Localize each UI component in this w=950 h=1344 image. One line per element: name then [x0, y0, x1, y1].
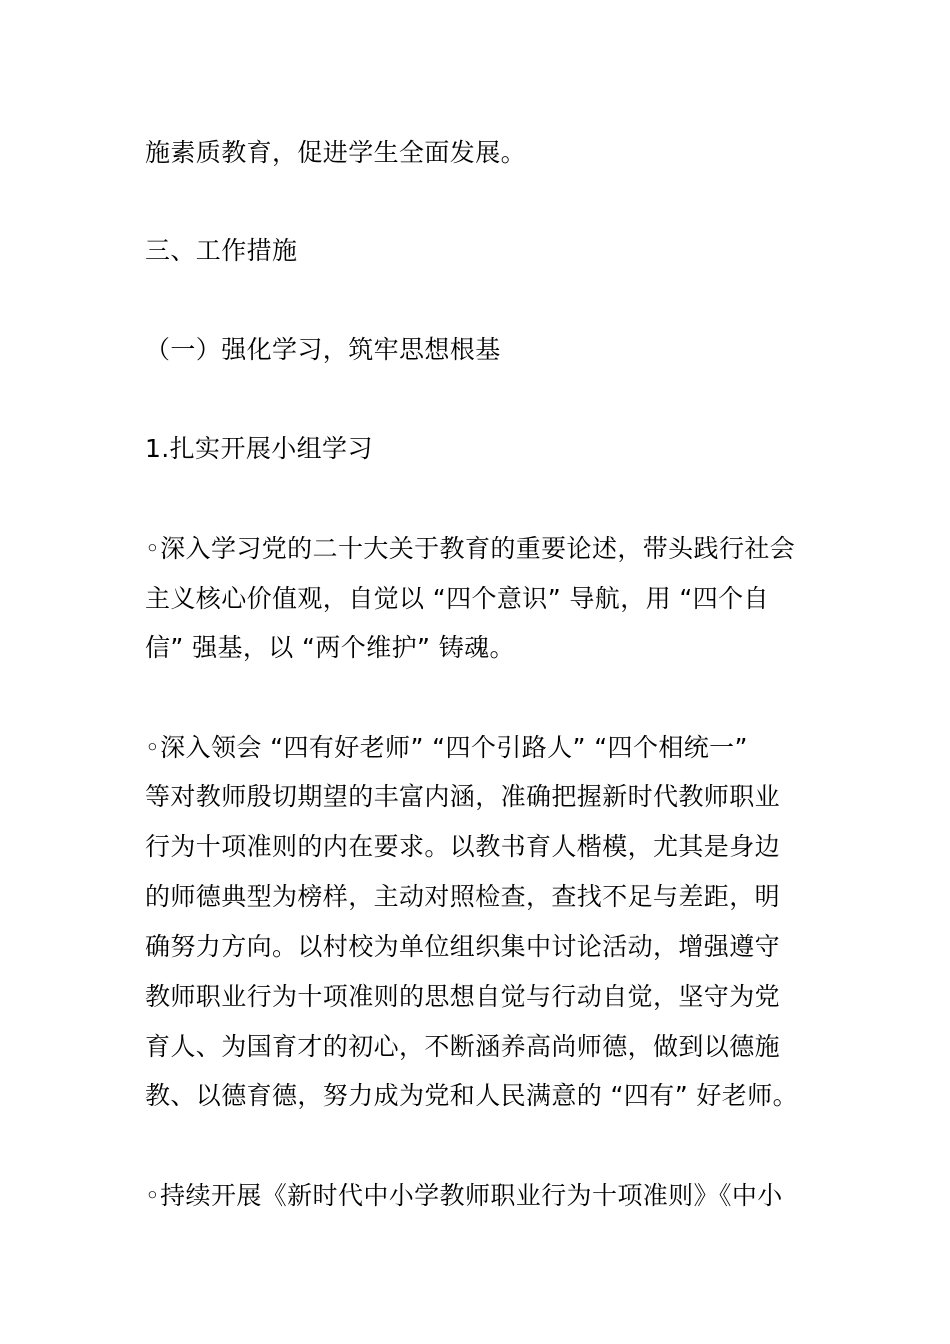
bullet-line: 主义核心价值观，自觉以 “四个意识” 导航，用 “四个自 — [145, 584, 769, 613]
bullet-line: 确努力方向。以村校为单位组织集中讨论活动，增强遵守 — [145, 932, 781, 961]
bullet-line: ◦深入学习党的二十大关于教育的重要论述，带头践行社会 — [145, 534, 796, 563]
item-heading: 1.扎实开展小组学习 — [145, 434, 373, 463]
bullet-line: ◦深入领会 “四有好老师” “四个引路人” “四个相统一” — [145, 733, 748, 762]
bullet-line: 信” 强基，以 “两个维护” 铸魂。 — [145, 633, 515, 662]
bullet-line: 等对教师殷切期望的丰富内涵，准确把握新时代教师职业 — [145, 782, 781, 811]
bullet-line: 教、以德育德，努力成为党和人民满意的 “四有” 好老师。 — [145, 1081, 798, 1110]
bullet-line: 育人、为国育才的初心，不断涵养高尚师德，做到以德施 — [145, 1032, 781, 1061]
section-heading: 三、工作措施 — [145, 236, 298, 265]
subsection-heading: （一）强化学习，筑牢思想根基 — [145, 335, 501, 364]
bullet-line: 教师职业行为十项准则的思想自觉与行动自觉，坚守为党 — [145, 982, 781, 1011]
bullet-line: ◦持续开展《新时代中小学教师职业行为十项准则》《中小 — [145, 1181, 783, 1210]
bullet-line: 行为十项准则的内在要求。以教书育人楷模，尤其是身边 — [145, 832, 781, 861]
bullet-line: 的师德典型为榜样，主动对照检查，查找不足与差距，明 — [145, 882, 781, 911]
paragraph-line: 施素质教育，促进学生全面发展。 — [145, 138, 527, 167]
